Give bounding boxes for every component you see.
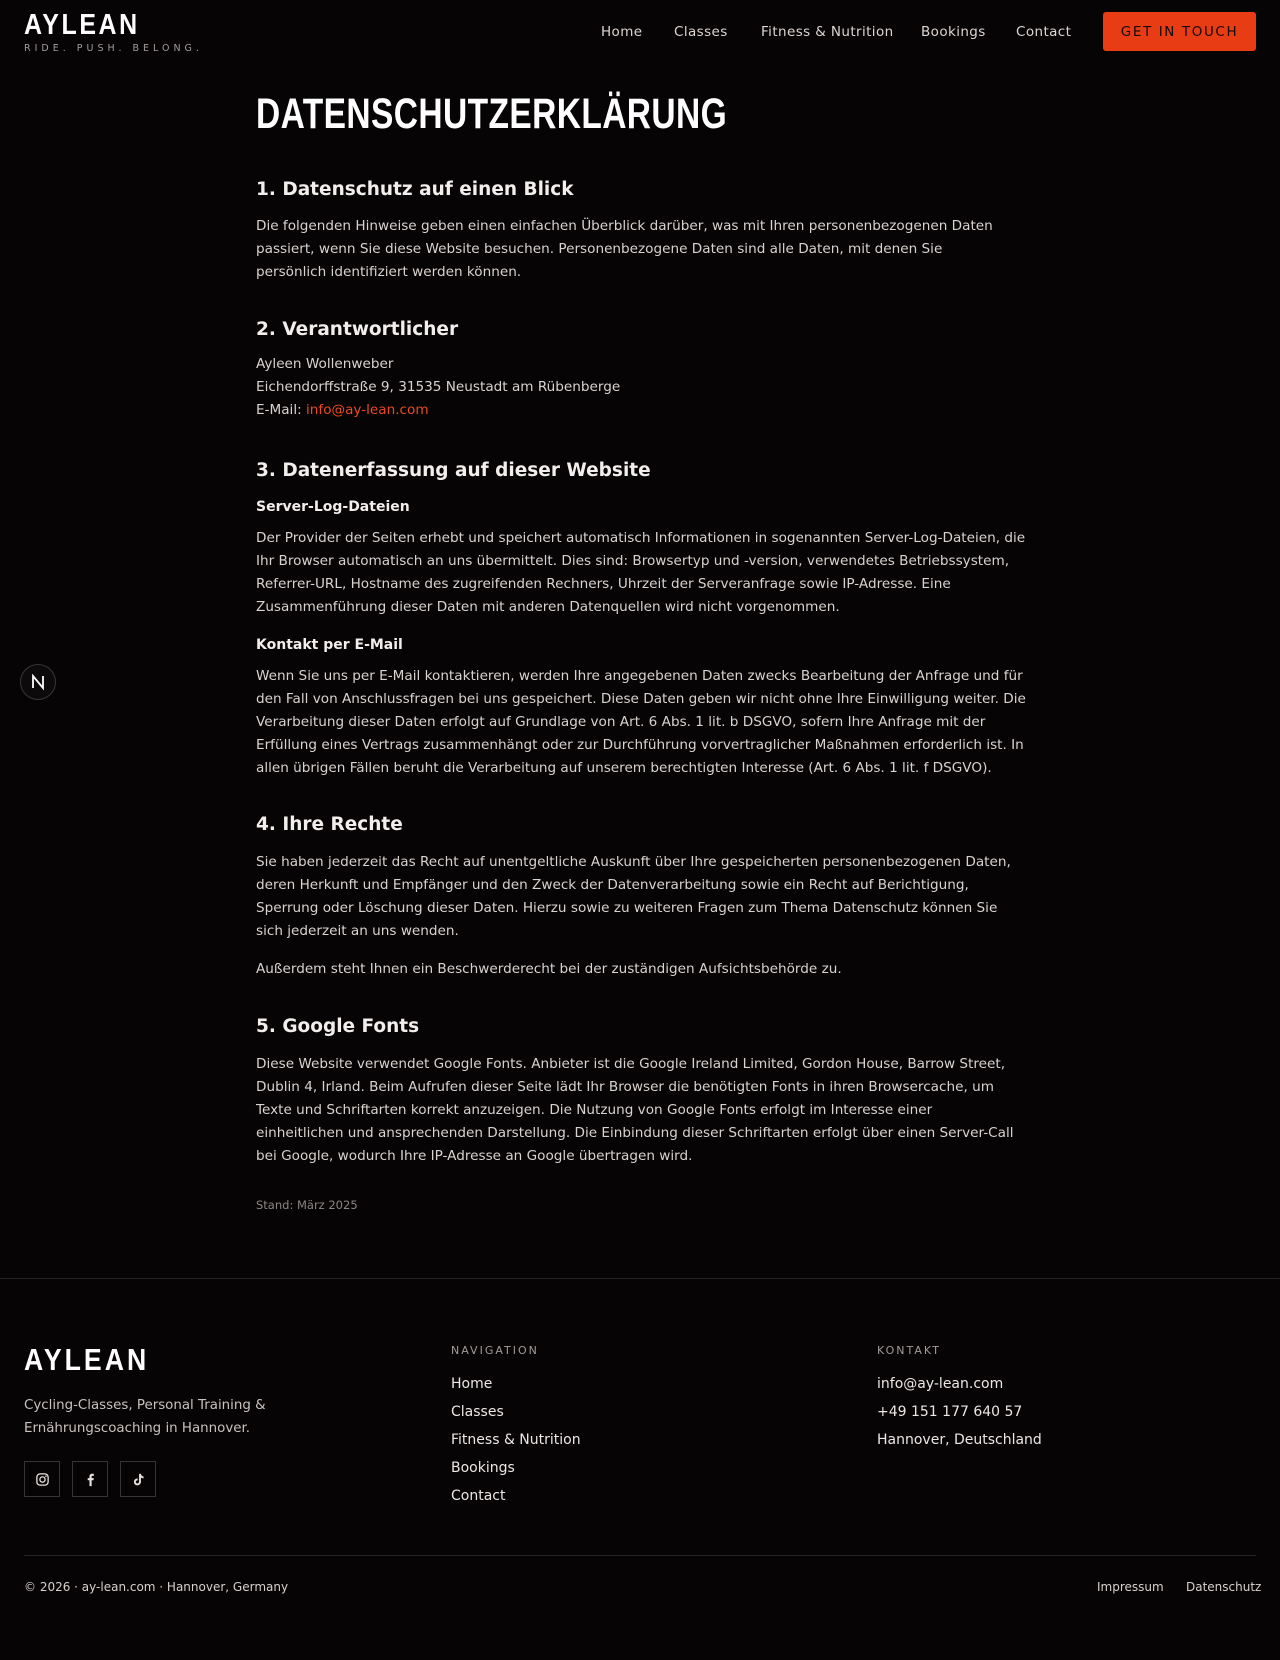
n-logo-icon bbox=[30, 674, 46, 690]
nav-home[interactable]: Home bbox=[601, 24, 643, 40]
instagram-icon bbox=[35, 1472, 50, 1487]
footer-description: Cycling-Classes, Personal Training & Ernährungscoaching in Hannover. bbox=[24, 1398, 266, 1436]
get-in-touch-button[interactable]: GET IN TOUCH bbox=[1103, 12, 1256, 51]
footer-nav-fitness-nutrition[interactable]: Fitness & Nutrition bbox=[451, 1432, 581, 1448]
section-body: Sie haben jederzeit das Recht auf unentgeltliche Auskunft über Ihre gespeicherten personenbezogenen Daten, deren Herkunft und Empfänger und den Zweck der Datenverarbeitung sowie ein Recht auf Berichtigung, Sperrung oder Löschung dieser Daten. Hierzu sowie zu weiteren Fragen zum Thema Datenschutz können Sie sich jederzeit an uns wenden. bbox=[256, 854, 1011, 939]
tiktok-icon bbox=[131, 1472, 146, 1487]
datenschutz-link[interactable]: Datenschutz bbox=[1186, 1580, 1262, 1594]
footer-nav-classes[interactable]: Classes bbox=[451, 1404, 504, 1420]
email-link[interactable]: info@ay-lean.com bbox=[306, 402, 429, 418]
tiktok-link[interactable] bbox=[120, 1461, 156, 1497]
facebook-link[interactable] bbox=[72, 1461, 108, 1497]
section-heading: 5. Google Fonts bbox=[256, 1016, 420, 1037]
controller-address: Eichendorffstraße 9, 31535 Neustadt am Rübenberge bbox=[256, 379, 621, 395]
last-updated: Stand: März 2025 bbox=[256, 1198, 358, 1212]
nav-fitness-nutrition[interactable]: Fitness & Nutrition bbox=[761, 24, 894, 40]
footer-navigation-title: NAVIGATION bbox=[451, 1344, 539, 1357]
instagram-link[interactable] bbox=[24, 1461, 60, 1497]
footer-contact-title: KONTAKT bbox=[877, 1344, 941, 1357]
section-body: Die folgenden Hinweise geben einen einfachen Überblick darüber, was mit Ihren personenbezogenen Daten passiert, wenn Sie diese Website besuchen. Personenbezogene Daten sind alle Daten, mit denen Sie persönlich identifiziert werden können. bbox=[256, 218, 993, 280]
footer-contact-location: Hannover, Deutschland bbox=[877, 1432, 1042, 1448]
section-body: Außerdem steht Ihnen ein Beschwerderecht bei der zuständigen Aufsichtsbehörde zu. bbox=[256, 961, 842, 977]
section-heading: 4. Ihre Rechte bbox=[256, 814, 403, 835]
logo[interactable] bbox=[24, 8, 203, 54]
section-heading: 3. Datenerfassung auf dieser Website bbox=[256, 460, 651, 481]
page-title: DATENSCHUTZERKLÄRUNG bbox=[256, 90, 728, 138]
controller-email bbox=[256, 402, 429, 418]
nav-contact[interactable]: Contact bbox=[1016, 24, 1072, 40]
copyright: © 2026 · ay-lean.com · Hannover, Germany bbox=[24, 1580, 289, 1594]
next-badge-button[interactable] bbox=[20, 664, 56, 700]
section-heading: 2. Verantwortlicher bbox=[256, 319, 459, 340]
section-body: Der Provider der Seiten erhebt und speichert automatisch Informationen in sogenannten Server-Log-Dateien, die Ihr Browser automatisch an uns übermittelt. Dies sind: Browsertyp und -version, verwendetes Betriebssystem, Referrer-URL, Hostname des zugreifenden Rechners, Uhrzeit der Serveranfrage sowie IP-Adresse. Eine Zusammenführung dieser Daten mit anderen Datenquellen wird nicht vorgenommen. bbox=[256, 530, 1026, 615]
logo-tagline: RIDE. PUSH. BELONG. bbox=[24, 43, 203, 54]
email-label: E-Mail: bbox=[256, 402, 307, 418]
facebook-icon bbox=[83, 1472, 98, 1487]
subsection-heading: Server-Log-Dateien bbox=[256, 499, 410, 515]
subsection-heading: Kontakt per E-Mail bbox=[256, 637, 403, 653]
site-header bbox=[0, 0, 1280, 64]
logo-text[interactable]: AYLEAN bbox=[24, 9, 140, 41]
footer-nav-bookings[interactable]: Bookings bbox=[451, 1460, 515, 1476]
impressum-link[interactable]: Impressum bbox=[1097, 1580, 1164, 1594]
footer-logo[interactable]: AYLEAN bbox=[24, 1342, 150, 1377]
footer-divider bbox=[0, 1278, 1280, 1279]
footer-contact-phone[interactable]: +49 151 177 640 57 bbox=[877, 1404, 1023, 1420]
section-heading: 1. Datenschutz auf einen Blick bbox=[256, 179, 574, 200]
section-body: Wenn Sie uns per E-Mail kontaktieren, werden Ihre angegebenen Daten zwecks Bearbeitung der Anfrage und für den Fall von Anschlussfragen bei uns gespeichert. Diese Daten geben wir nicht ohne Ihre Einwilligung weiter. Die Verarbeitung dieser Daten erfolgt auf Grundlage von Art. 6 Abs. 1 lit. b DSGVO, sofern Ihre Anfrage mit der Erfüllung eines Vertrags zusammenhängt oder zur Durchführung vorvertraglicher Maßnahmen erforderlich ist. In allen übrigen Fällen beruht die Verarbeitung auf unserem berechtigten Interesse (Art. 6 Abs. 1 lit. f DSGVO). bbox=[256, 668, 1026, 776]
section-body: Diese Website verwendet Google Fonts. Anbieter ist die Google Ireland Limited, Gordon House, Barrow Street, Dublin 4, Irland. Beim Aufrufen dieser Seite lädt Ihr Browser die benötigten Fonts in ihren Browsercache, um Texte und Schriftarten korrekt anzuzeigen. Die Nutzung von Google Fonts erfolgt im Interesse einer einheitlichen und ansprechenden Darstellung. Die Einbindung dieser Schriftarten erfolgt über einen Server-Call bei Google, wodurch Ihre IP-Adresse an Google übertragen wird. bbox=[256, 1056, 1014, 1164]
nav-classes[interactable]: Classes bbox=[674, 24, 728, 40]
footer-nav-home[interactable]: Home bbox=[451, 1376, 493, 1392]
footer-bottom-divider bbox=[24, 1555, 1256, 1556]
footer-nav-contact[interactable]: Contact bbox=[451, 1488, 506, 1504]
nav-bookings[interactable]: Bookings bbox=[921, 24, 986, 40]
footer-contact-email[interactable]: info@ay-lean.com bbox=[877, 1376, 1004, 1392]
controller-name: Ayleen Wollenweber bbox=[256, 356, 394, 372]
